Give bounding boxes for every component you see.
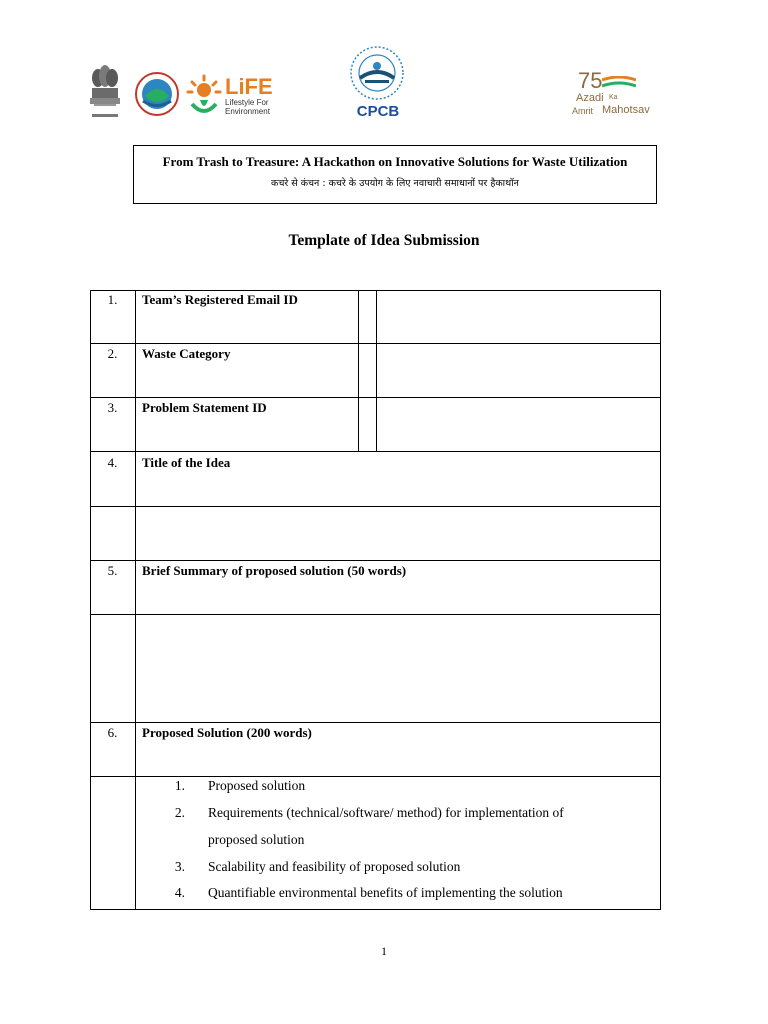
life-wordmark: LiFE	[225, 74, 273, 99]
page-number: 1	[381, 944, 387, 958]
brief-summary-label: Brief Summary of proposed solution (50 words)	[142, 563, 407, 578]
idea-submission-table	[90, 290, 661, 910]
waste-category-label: Waste Category	[142, 346, 231, 361]
cpcb-emblem-icon	[346, 44, 408, 102]
banner-title: From Trash to Treasure: A Hackathon on Innovative Solutions for Waste Utilization	[162, 154, 628, 169]
azadi-75-numeral: 75	[578, 68, 603, 93]
life-tagline-line1: Lifestyle For	[225, 98, 269, 107]
hackathon-banner	[133, 145, 657, 204]
row-number: 3.	[107, 400, 118, 415]
azadi-ka-amrit-mahotsav-logo	[572, 70, 652, 120]
row-number: 2.	[107, 346, 118, 361]
national-emblem-icon	[86, 64, 124, 122]
waste-category-field[interactable]	[378, 346, 658, 396]
row-number: 4.	[107, 455, 118, 470]
life-tagline-line2: Environment	[225, 107, 270, 116]
problem-statement-id-label: Problem Statement ID	[142, 400, 267, 415]
moefcc-logo-icon	[133, 68, 181, 120]
mahotsav-text: Mahotsav	[602, 104, 650, 116]
life-logo	[225, 76, 285, 116]
page-title: Template of Idea Submission	[288, 232, 480, 249]
team-email-label: Team’s Registered Email ID	[142, 292, 298, 307]
row-number: 5.	[107, 563, 118, 578]
banner-hindi-title: कचरे से कंचन : कचरे के उपयोग के लिए नवाचारी समाधानों पर हैकाथॉन	[271, 178, 519, 189]
logo-strip	[0, 40, 768, 130]
row-number: 6.	[107, 725, 118, 740]
problem-statement-id-field[interactable]	[378, 400, 658, 450]
idea-title-field[interactable]	[137, 508, 658, 559]
life-sun-icon	[186, 74, 222, 118]
row-number: 1.	[107, 292, 118, 307]
ka-text: Ka	[609, 94, 618, 101]
azadi-text: Azadi	[576, 92, 604, 104]
flag-stripes-icon	[602, 76, 636, 90]
proposed-solution-label: Proposed Solution (200 words)	[142, 725, 312, 740]
proposed-solution-points[interactable]: 1. Proposed solution 2. Requirements (technical/software/ method) for implementation of proposed solution 3. Scalability and feasibility of proposed solution 4. Quantifiable environmental benefits of implementing the solution	[174, 778, 564, 900]
cpcb-wordmark: CPCB	[356, 103, 400, 120]
idea-title-label: Title of the Idea	[142, 455, 231, 470]
brief-summary-field[interactable]	[137, 616, 658, 721]
team-email-field[interactable]	[378, 292, 658, 342]
amrit-text: Amrit	[572, 106, 593, 116]
